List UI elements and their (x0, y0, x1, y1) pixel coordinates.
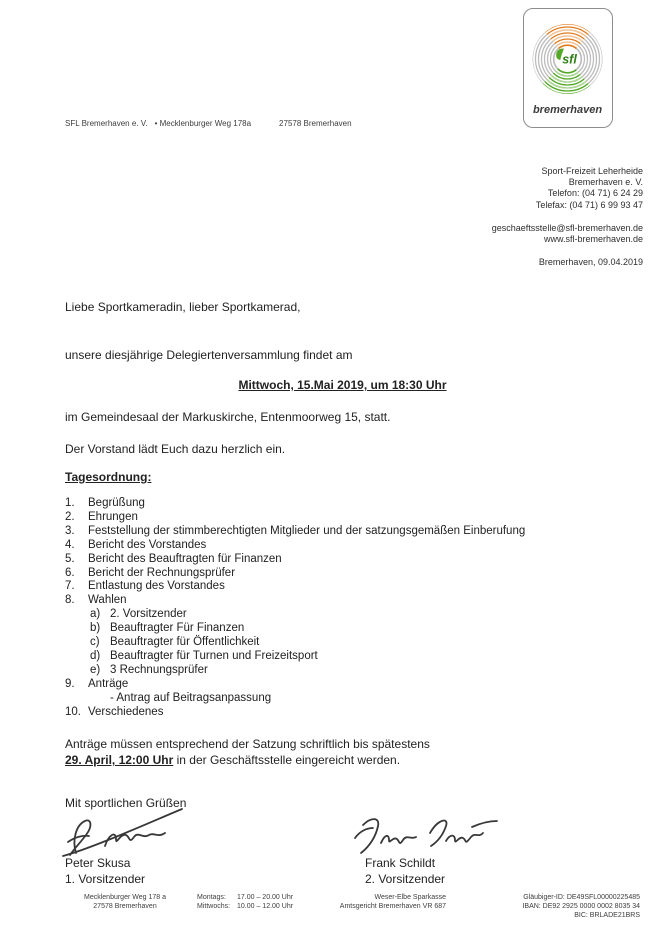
contact-org1: Sport-Freizeit Leherheide (541, 166, 643, 176)
agenda-list (65, 497, 620, 720)
sender-line (65, 119, 352, 128)
sender-street: • Mecklenburger Weg 178a (154, 119, 252, 128)
contact-fax: Telefax: (04 71) 6 99 93 47 (535, 199, 643, 210)
signer-name: Peter Skusa (65, 856, 131, 870)
signer-title: 2. Vorsitzender (365, 871, 446, 886)
sfl-logo-icon (524, 9, 611, 126)
deadline-rest: in der Geschäftsstelle eingereicht werden. (173, 753, 401, 767)
deadline-line2 (65, 752, 620, 768)
contact-web: www.sfl-bremerhaven.de (543, 234, 643, 245)
signature-peter-skusa-icon (58, 804, 188, 859)
logo-bremerhaven-text: bremerhaven (532, 104, 603, 116)
meeting-location: im Gemeindesaal der Markuskirche, Entenmoorweg 15, statt. (65, 410, 391, 424)
contact-email: geschaeftsstelle@sfl-bremerhaven.de (491, 222, 643, 233)
dateline: Bremerhaven, 09.04.2019 (538, 257, 643, 268)
logo-sfl-text: sfl (562, 52, 577, 67)
footer-bank: Gläubiger-ID: DE49SFL00000225485 IBAN: DE92 2925 0000 0002 8035 34 BIC: BRLADE21BRS (522, 894, 640, 920)
deadline-date: 29. April, 12:00 Uhr (65, 753, 174, 767)
signer-right (365, 856, 445, 887)
agenda-item: 6. Bericht der Rechnungsprüfer (65, 566, 236, 579)
agenda-subitem: d) Beauftragter für Turnen und Freizeitsport (90, 649, 318, 662)
agenda-subnote: - Antrag auf Beitragsanpassung (110, 691, 272, 704)
agenda-item: 2. Ehrungen (65, 510, 138, 523)
deadline-paragraph (65, 736, 620, 768)
agenda-item: 9. Anträge (65, 677, 129, 690)
invite-line: Der Vorstand lädt Euch dazu herzlich ein. (65, 442, 286, 456)
signer-title: 1. Vorsitzender (65, 871, 146, 886)
agenda-item: 5. Bericht des Beauftragten für Finanzen (65, 552, 282, 565)
sfl-logo (523, 8, 613, 128)
agenda-item: 8. Wahlen (65, 594, 127, 607)
footer-legal: Weser-Elbe Sparkasse Amtsgericht Bremerhaven VR 687 (339, 894, 446, 911)
meeting-datetime: Mittwoch, 15.Mai 2019, um 18:30 Uhr (238, 378, 447, 392)
sender-org: SFL Bremerhaven e. V. (65, 119, 148, 128)
hours-row: Mittwochs: 10.00 – 12.00 Uhr (197, 903, 294, 911)
closing-line: Mit sportlichen Grüßen (65, 796, 187, 810)
agenda-subitem: c) Beauftragter für Öffentlichkeit (90, 636, 260, 649)
agenda-subitem: e) 3 Rechnungsprüfer (90, 663, 208, 676)
agenda-subitem: b) Beauftragter Für Finanzen (90, 622, 245, 635)
agenda-item: 4. Bericht des Vorstandes (65, 538, 207, 551)
contact-block (492, 166, 643, 268)
footer-office-hours (197, 893, 293, 911)
agenda-item: 7. Entlastung des Vorstandes (65, 580, 225, 593)
agenda-subitem: a) 2. Vorsitzender (90, 608, 187, 621)
signer-left (65, 856, 145, 887)
sender-city: 27578 Bremerhaven (279, 119, 352, 128)
footer-address: Mecklenburger Weg 178 a 27578 Bremerhaven (84, 894, 166, 911)
deadline-line1: Anträge müssen entsprechend der Satzung schriftlich bis spätestens (65, 737, 430, 751)
agenda-item: 10. Verschiedenes (65, 705, 164, 718)
agenda-item: 1. Begrüßung (65, 497, 145, 509)
signature-frank-schildt-icon (350, 812, 500, 857)
contact-org2: Bremerhaven e. V. (568, 177, 643, 188)
agenda-item: 3. Feststellung der stimmberechtigten Mitglieder und der satzungsgemäßen Einberufung (65, 524, 526, 537)
signer-name: Frank Schildt (365, 856, 436, 870)
salutation: Liebe Sportkameradin, lieber Sportkamerad, (65, 300, 301, 314)
hours-row: Montags: 17.00 – 20.00 Uhr (197, 894, 294, 901)
agenda-heading: Tagesordnung: (65, 470, 152, 484)
intro-line: unsere diesjährige Delegiertenversammlung findet am (65, 348, 353, 362)
contact-phone: Telefon: (04 71) 6 24 29 (547, 188, 643, 199)
